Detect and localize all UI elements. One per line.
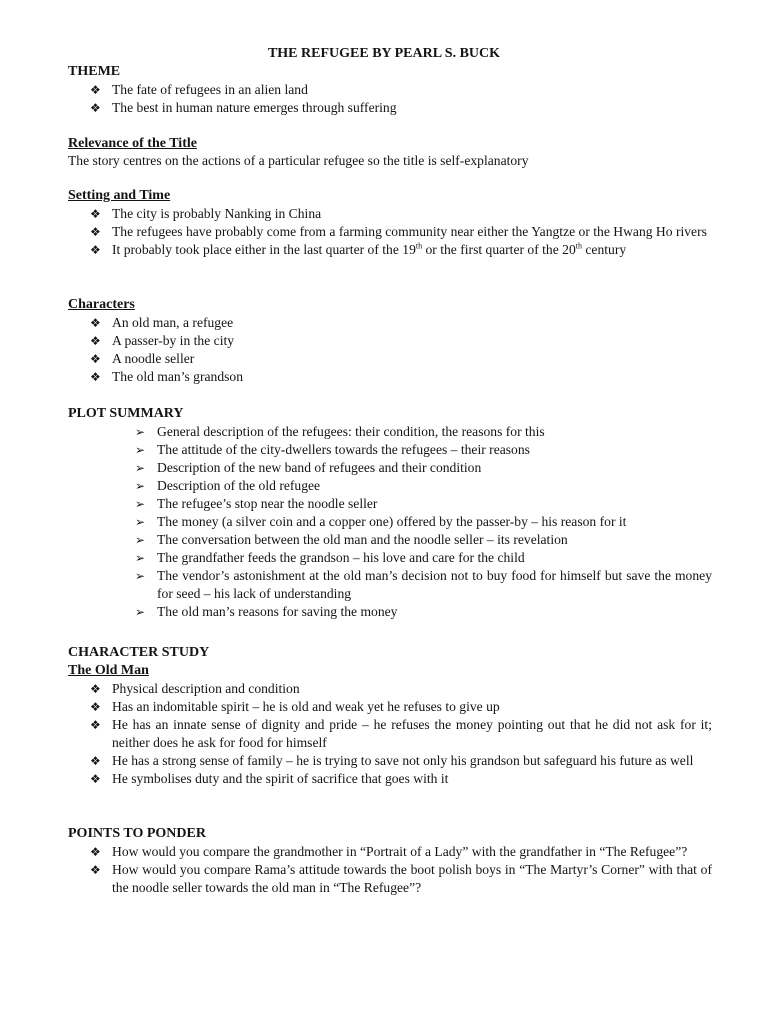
diamond-bullet-icon: ❖ [90,682,101,696]
list-item: ➢ The refugee’s stop near the noodle seller [135,496,378,511]
list-item: ❖ Physical description and condition [90,681,300,696]
ponder-heading: POINTS TO PONDER [68,826,206,841]
diamond-bullet-icon: ❖ [90,207,101,221]
diamond-bullet-icon: ❖ [90,370,101,384]
list-item: ➢ The money (a silver coin and a copper one) offered by the passer-by – his reason for it [135,514,627,529]
document-title: THE REFUGEE BY PEARL S. BUCK [267,46,501,61]
diamond-bullet-icon: ❖ [90,863,101,877]
list-item: ❖ The refugees have probably come from a farming community near either the Yangtze or the Hwang Ho rivers [90,224,707,239]
old-man-subheading: The Old Man [68,663,149,678]
arrow-bullet-icon: ➢ [135,551,146,565]
list-item: ❖ An old man, a refugee [90,315,234,330]
character-study-list [90,680,712,788]
list-item: ❖ He has an innate sense of dignity and pride – he refuses the money pointing out that he did not ask for it; neither does he ask for food for himself [90,717,712,750]
arrow-bullet-icon: ➢ [135,443,146,457]
list-item: ❖ He symbolises duty and the spirit of sacrifice that goes with it [90,771,449,786]
plot-heading: PLOT SUMMARY [68,406,184,421]
list-item: ➢ Description of the old refugee [135,478,321,493]
diamond-bullet-icon: ❖ [90,772,101,786]
setting-heading: Setting and Time [68,188,171,203]
arrow-bullet-icon: ➢ [135,461,146,475]
list-item: ❖ The city is probably Nanking in China [90,206,322,221]
diamond-bullet-icon: ❖ [90,845,101,859]
list-item: ➢ The attitude of the city-dwellers towards the refugees – their reasons [135,442,530,457]
diamond-bullet-icon: ❖ [90,83,101,97]
list-item: ➢ General description of the refugees: their condition, the reasons for this [135,424,545,439]
arrow-bullet-icon: ➢ [135,515,146,529]
diamond-bullet-icon: ❖ [90,352,101,366]
ponder-list [90,843,712,897]
list-item: ❖ How would you compare Rama’s attitude towards the boot polish boys in “The Martyr’s Corner” with that of the noodle seller towards the old man in “The Refugee”? [90,862,712,895]
characters-list [90,314,712,386]
diamond-bullet-icon: ❖ [90,700,101,714]
list-item: ❖ It probably took place either in the last quarter of the 19th or the first quarter of the 20th century [90,241,627,257]
arrow-bullet-icon: ➢ [135,425,146,439]
diamond-bullet-icon: ❖ [90,243,101,257]
diamond-bullet-icon: ❖ [90,718,101,732]
relevance-heading: Relevance of the Title [68,136,197,151]
list-item: ➢ The conversation between the old man and the noodle seller – its revelation [135,532,568,547]
diamond-bullet-icon: ❖ [90,225,101,239]
list-item: ❖ The best in human nature emerges through suffering [90,100,397,115]
plot-list [135,423,712,621]
list-item: ➢ The grandfather feeds the grandson – his love and care for the child [135,550,525,565]
arrow-bullet-icon: ➢ [135,569,146,583]
list-item: ❖ A passer-by in the city [90,333,235,348]
diamond-bullet-icon: ❖ [90,334,101,348]
setting-list [90,205,712,259]
list-item: ➢ The vendor’s astonishment at the old man’s decision not to buy food for himself but save the money for seed – his lack of understanding [135,568,712,601]
theme-list [90,81,712,117]
arrow-bullet-icon: ➢ [135,497,146,511]
diamond-bullet-icon: ❖ [90,316,101,330]
characters-heading: Characters [68,297,135,312]
arrow-bullet-icon: ➢ [135,479,146,493]
arrow-bullet-icon: ➢ [135,533,146,547]
list-item: ❖ The old man’s grandson [90,369,244,384]
list-item: ❖ He has a strong sense of family – he is trying to save not only his grandson but safeguard his future as well [90,753,694,768]
relevance-text: The story centres on the actions of a particular refugee so the title is self-explanatory [68,153,529,168]
list-item: ❖ How would you compare the grandmother in “Portrait of a Lady” with the grandfather in “The Refugee”? [90,844,688,859]
diamond-bullet-icon: ❖ [90,754,101,768]
arrow-bullet-icon: ➢ [135,605,146,619]
list-item: ➢ The old man’s reasons for saving the money [135,604,398,619]
list-item: ❖ Has an indomitable spirit – he is old and weak yet he refuses to give up [90,699,500,714]
diamond-bullet-icon: ❖ [90,101,101,115]
list-item: ❖ The fate of refugees in an alien land [90,82,308,97]
theme-heading: THEME [68,64,121,79]
list-item: ❖ A noodle seller [90,351,195,366]
character-study-heading: CHARACTER STUDY [68,645,210,660]
list-item: ➢ Description of the new band of refugees and their condition [135,460,482,475]
